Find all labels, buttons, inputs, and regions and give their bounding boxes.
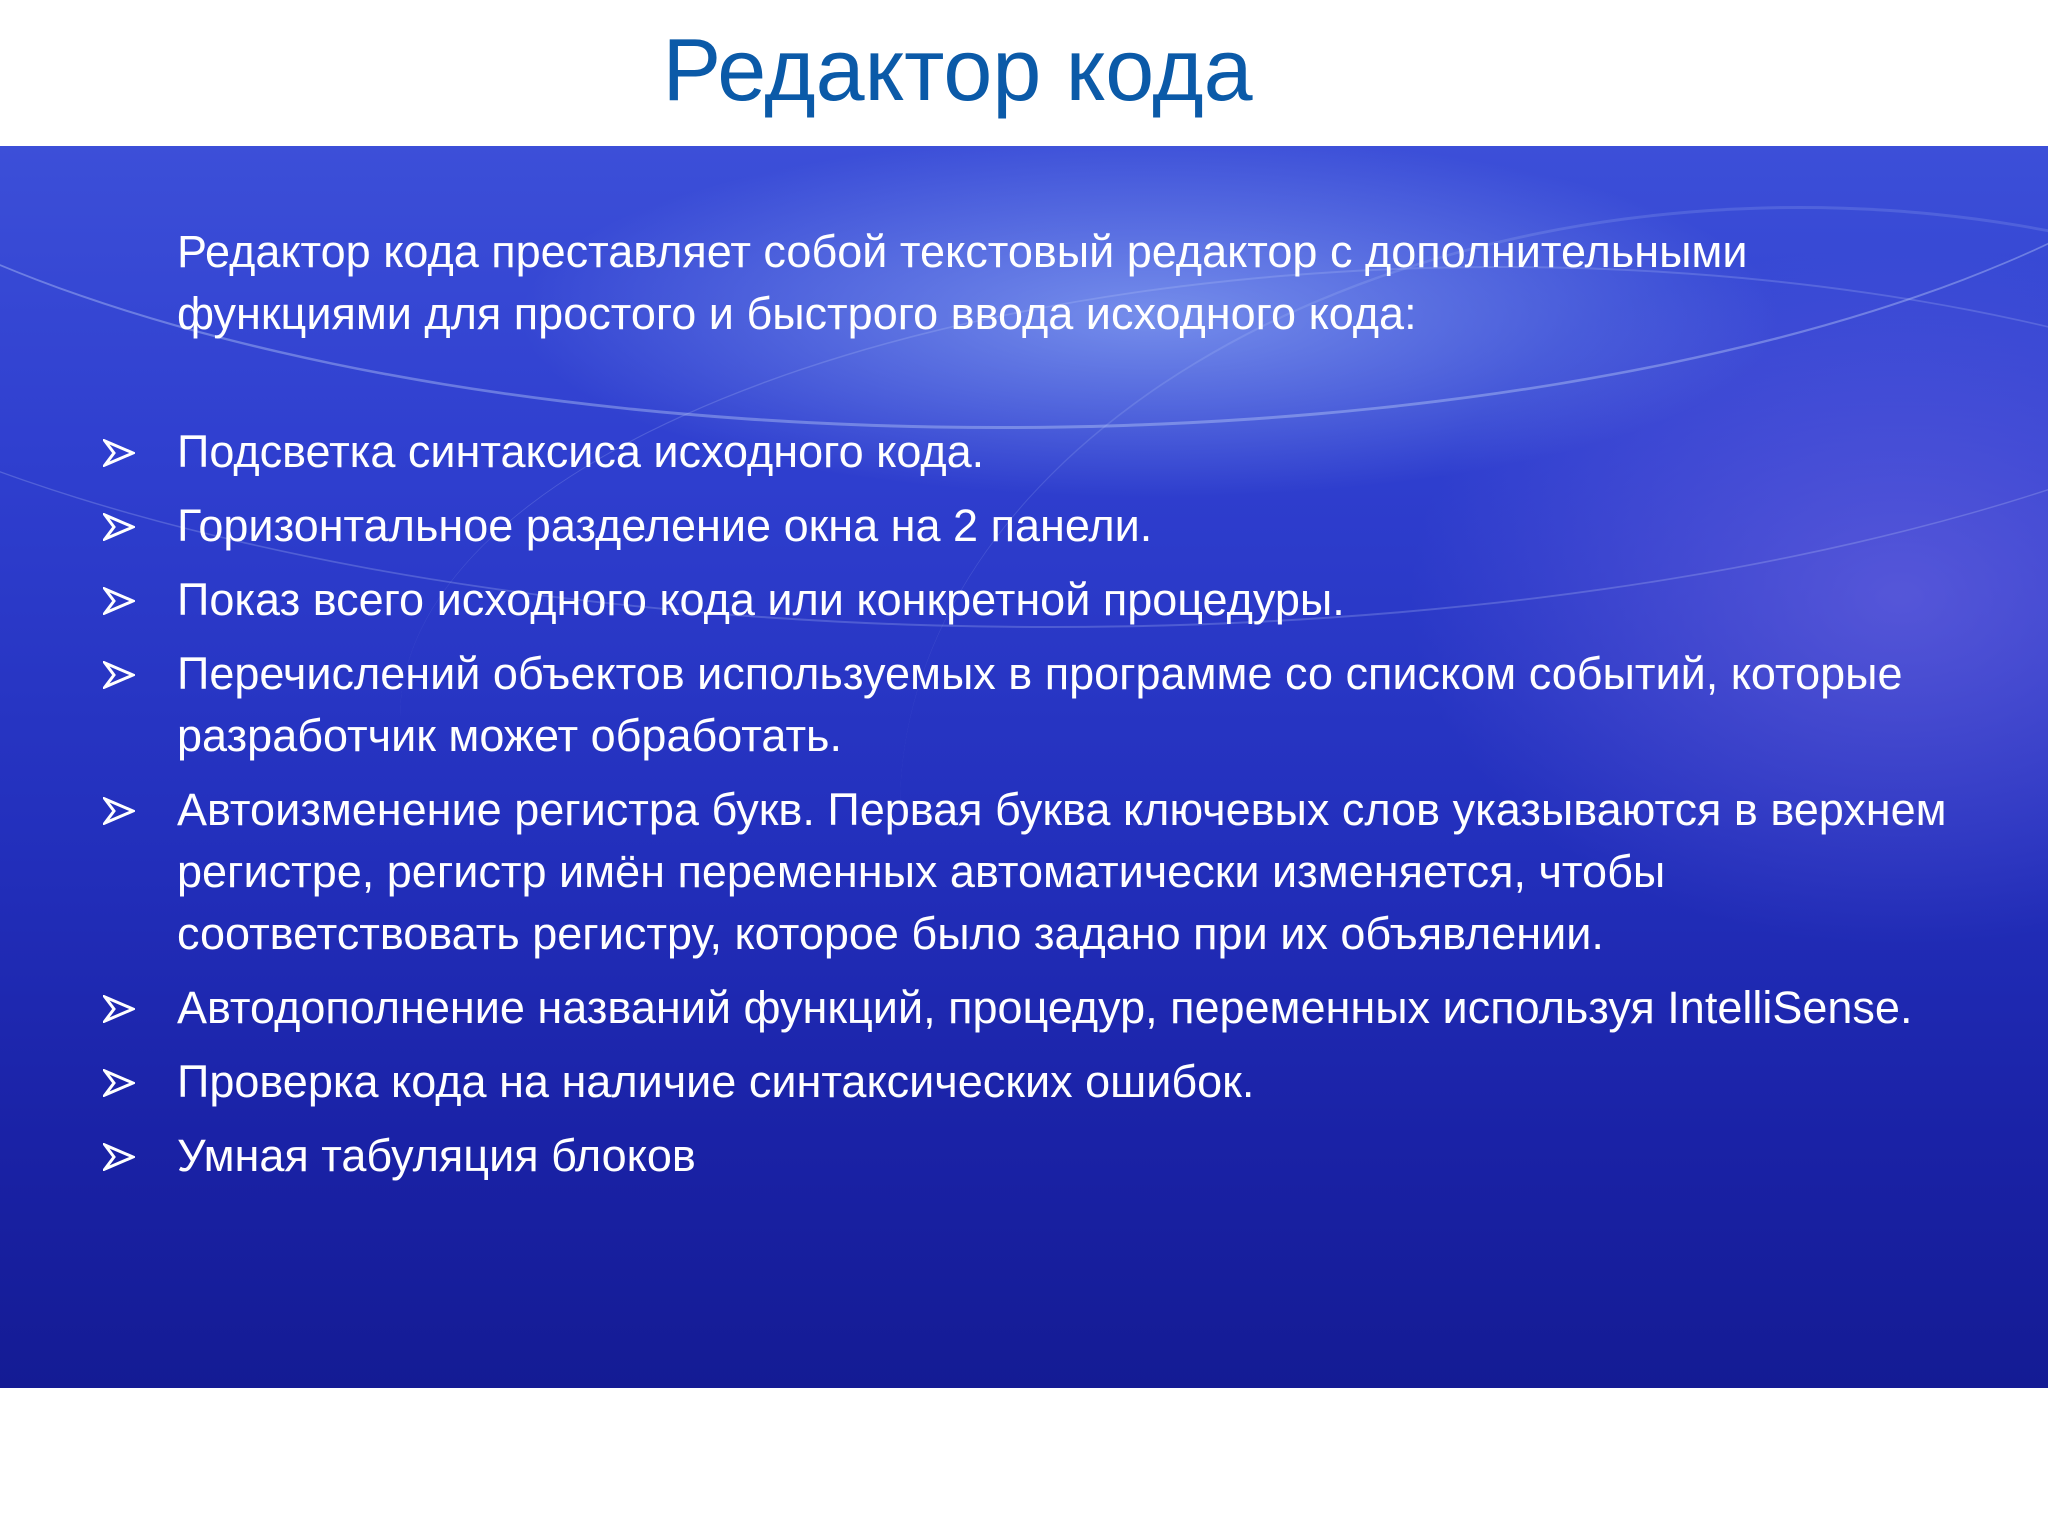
arrow-chevron-icon	[103, 661, 135, 689]
bullet-text: Автоизменение регистра букв. Первая буква ключевых слов указываются в верхнем регистре, регистр имён переменных автоматически изменяется, чтобы соответствовать регистру, которое было задано при их объявлении.	[177, 784, 1947, 959]
list-item	[0, 421, 1977, 483]
slide-title: Редактор кода	[662, 20, 1253, 119]
arrow-chevron-icon	[103, 797, 135, 825]
bullet-text: Умная табуляция блоков	[177, 1130, 696, 1181]
list-item	[0, 495, 1977, 557]
bullet-text: Автодополнение названий функций, процедур, переменных используя IntelliSense.	[177, 982, 1913, 1033]
list-item	[0, 977, 1977, 1039]
footer-band	[0, 1388, 2048, 1536]
list-item	[0, 779, 1977, 965]
bullet-text: Горизонтальное разделение окна на 2 панели.	[177, 500, 1153, 551]
list-item	[0, 1051, 1977, 1113]
list-item	[0, 643, 1977, 767]
arrow-chevron-icon	[103, 439, 135, 467]
bullet-text: Перечислений объектов используемых в программе со списком событий, которые разработчик может обработать.	[177, 648, 1903, 761]
arrow-chevron-icon	[103, 1069, 135, 1097]
arrow-chevron-icon	[103, 513, 135, 541]
content-panel	[0, 146, 2048, 1388]
list-item	[0, 569, 1977, 631]
list-item	[0, 1125, 1977, 1187]
bullet-text: Показ всего исходного кода или конкретной процедуры.	[177, 574, 1345, 625]
arrow-chevron-icon	[103, 587, 135, 615]
bullet-text: Проверка кода на наличие синтаксических ошибок.	[177, 1056, 1255, 1107]
bullet-text: Подсветка синтаксиса исходного кода.	[177, 426, 985, 477]
intro-paragraph: Редактор кода преставляет собой текстовый редактор с дополнительными функциями для простого и быстрого ввода исходного кода:	[177, 226, 1748, 339]
arrow-chevron-icon	[103, 995, 135, 1023]
arrow-chevron-icon	[103, 1143, 135, 1171]
bullet-list	[0, 421, 2048, 1199]
